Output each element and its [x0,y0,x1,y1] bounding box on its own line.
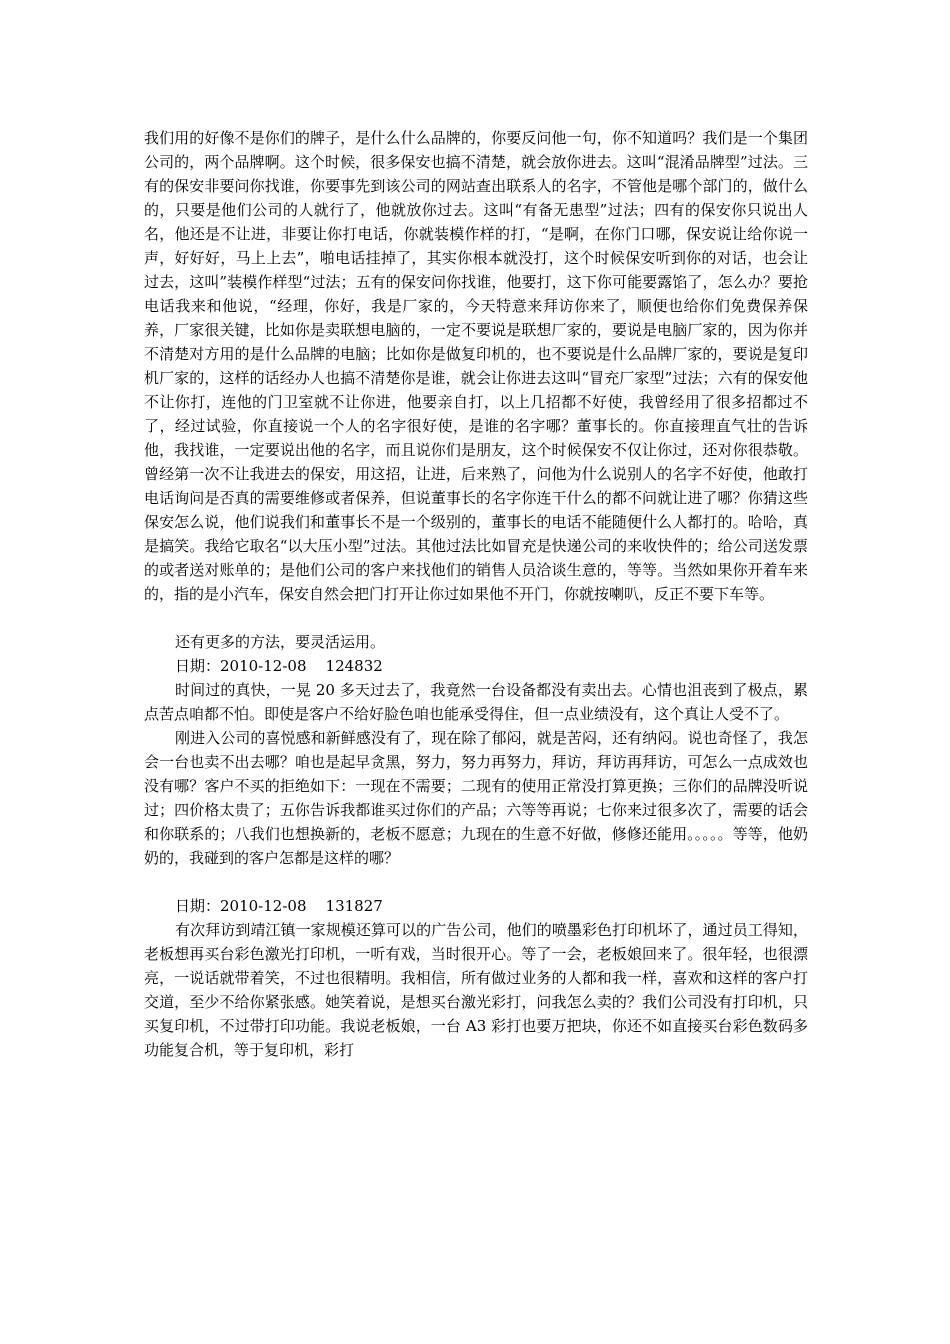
entry-date: 日期：2010-12-08 124832 [175,657,383,675]
body-paragraph: 时间过的真快，一晃 20 多天过去了，我竟然一台设备都没有卖出去。心情也沮丧到了极点，累点苦点咱都不怕。即使是客户不给好脸色咱也能承受得住，但一点业绩没有，这个真让人受不了。 [144,681,808,723]
blank-line [144,606,808,630]
body-paragraph: 有次拜访到靖江镇一家规模还算可以的广告公司，他们的喷墨彩色打印机坏了，通过员工得知，老板想再买台彩色激光打印机，一听有戏，当时很开心。等了一会，老板娘回来了。很年轻，也很漂亮，一说话就带着笑，不过也很精明。我相信，所有做过业务的人都和我一样，喜欢和这样的客户打交道，至少不给你紧张感。她笑着说，是想买台激光彩打，问我怎么卖的？我们公司没有打印机，只买复印机，不过带打印功能。我说老板娘，一台 A3 彩打也要万把块，你还不如直接买台彩色数码多功能复合机，等于复印机，彩打 [144,921,808,1059]
document-body [144,126,808,1062]
more-methods-line: 还有更多的方法，要灵活运用。 [175,633,386,651]
blank-line [144,870,808,894]
body-paragraph: 我们用的好像不是你们的牌子，是什么什么品牌的，你要反问他一句，你不知道吗？我们是一个集团公司的，两个品牌啊。这个时候，很多保安也搞不清楚，就会放你进去。这叫“混淆品牌型”过法。三有的保安非要问你找谁，你要事先到该公司的网站查出联系人的名字，不管他是哪个部门的，做什么的，只要是他们公司的人就行了，他就放你过去。这叫“有备无患型”过法；四有的保安你只说出人名，他还是不让进，非要让你打电话，你就装模作样的打，“是啊，在你门口哪，保安说让给你说一声，好好好，马上上去”，啪电话挂掉了，其实你根本就没打，这个时候保安听到你的对话，也会让过去，这叫”装模作样型“过法；五有的保安问你找谁，他要打，这下你可能要露馅了，怎么办？要抢电话我来和他说，“经理，你好，我是厂家的，今天特意来拜访你来了，顺便也给你们免费保养保养，厂家很关键，比如你是卖联想电脑的，一定不要说是联想厂家的，要说是电脑厂家的，因为你并不清楚对方用的是什么品牌的电脑；比如你是做复印机的，也不要说是什么品牌厂家的，要说是复印机厂家的，这样的话经办人也搞不清楚你是谁，就会让你进去这叫“冒充厂家型”过法；六有的保安他不让你打，连他的门卫室就不让你进，他要亲自打，以上几招都不好使，我曾经用了很多招都过不了，经过试验，你直接说一个人的名字很好使，是谁的名字哪？董事长的。你直接理直气壮的告诉他，我找谁，一定要说出他的名字，而且说你们是朋友，这个时候保安不仅让你过，还对你很恭敬。曾经第一次不让我进去的保安，用这招，让进，后来熟了，问他为什么说别人的名字不好使，他敢打电话询问是否真的需要维修或者保养，但说董事长的名字你连干什么的都不问就让进了哪？你猜这些保安怎么说，他们说我们和董事长不是一个级别的，董事长的电话不能随便什么人都打的。哈哈，真是搞笑。我给它取名“以大压小型”过法。其他过法比如冒充是快递公司的来收快件的；给公司送发票的或者送对账单的；是他们公司的客户来找他们的销售人员洽谈生意的，等等。当然如果你开着车来的，指的是小汽车，保安自然会把门打开让你过如果他不开门，你就按喇叭，反正不要下车等。 [144,129,808,603]
entry-date: 日期：2010-12-08 131827 [175,897,383,915]
body-paragraph: 刚进入公司的喜悦感和新鲜感没有了，现在除了郁闷，就是苦闷，还有纳闷。说也奇怪了，我怎会一台也卖不出去哪？咱也是起早贪黑，努力，努力再努力，拜访，拜访再拜访，可怎么一点成效也没有哪？客户不买的拒绝如下：一现在不需要；二现有的使用正常没打算更换；三你们的品牌没听说过；四价格太贵了；五你告诉我都谁买过你们的产品；六等等再说；七你来过很多次了，需要的话会和你联系的；八我们也想换新的，老板不愿意；九现在的生意不好做，修修还能用。。。。。等等，他奶奶的，我碰到的客户怎都是这样的哪？ [144,729,808,867]
